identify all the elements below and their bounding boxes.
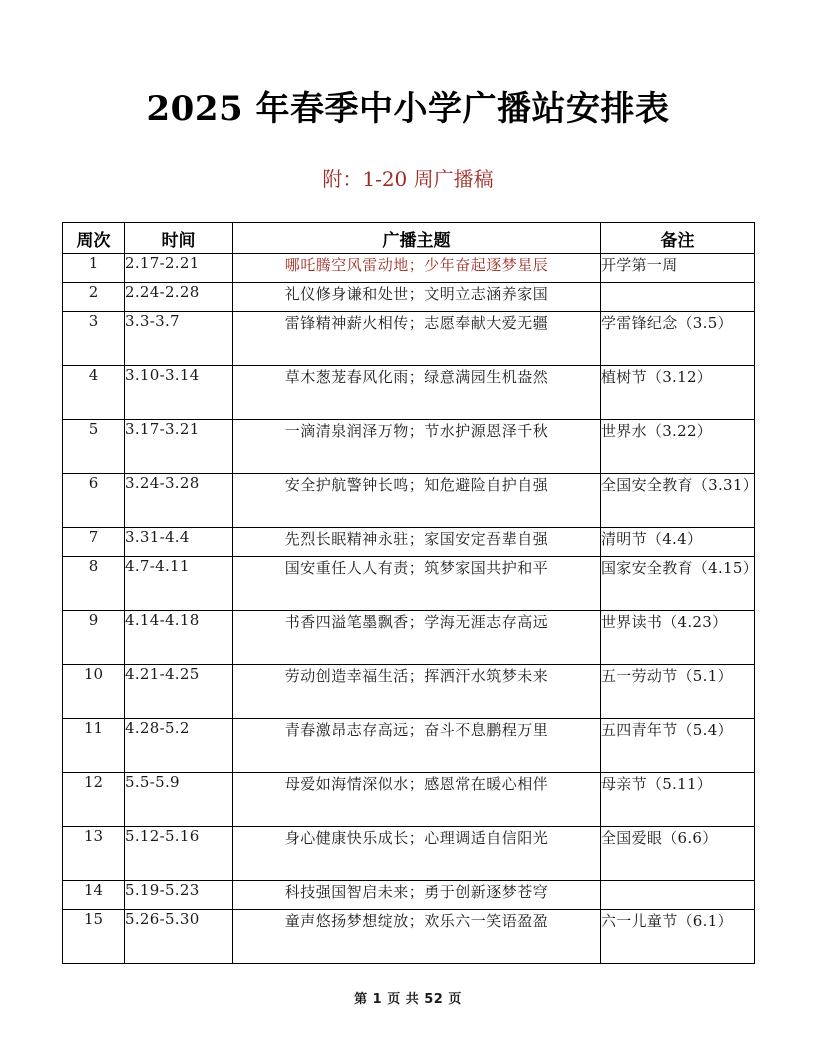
table-row xyxy=(63,474,755,528)
table-row xyxy=(63,528,755,557)
cell-time: 5.26-5.30 xyxy=(125,910,233,964)
cell-week: 10 xyxy=(63,665,125,719)
table-header xyxy=(63,223,755,254)
cell-week: 15 xyxy=(63,910,125,964)
cell-theme: 身心健康快乐成长；心理调适自信阳光 xyxy=(233,827,601,881)
table-row xyxy=(63,719,755,773)
table-row xyxy=(63,910,755,964)
cell-theme: 先烈长眠精神永驻；家国安定吾辈自强 xyxy=(233,528,601,557)
cell-remark xyxy=(601,283,755,312)
table-row xyxy=(63,611,755,665)
column-header-time: 时间 xyxy=(125,223,233,254)
table-row xyxy=(63,254,755,283)
page-subtitle: 附：1-20 周广播稿 xyxy=(322,167,494,191)
cell-theme: 科技强国智启未来；勇于创新逐梦苍穹 xyxy=(233,881,601,910)
cell-time: 2.17-2.21 xyxy=(125,254,233,283)
table-row xyxy=(63,312,755,366)
cell-time: 3.17-3.21 xyxy=(125,420,233,474)
cell-time: 4.7-4.11 xyxy=(125,557,233,611)
table-row xyxy=(63,827,755,881)
cell-time: 3.31-4.4 xyxy=(125,528,233,557)
cell-remark xyxy=(601,881,755,910)
cell-remark: 全国爱眼（6.6） xyxy=(601,827,755,881)
column-header-theme: 广播主题 xyxy=(233,223,601,254)
cell-time: 2.24-2.28 xyxy=(125,283,233,312)
cell-week: 5 xyxy=(63,420,125,474)
cell-remark: 六一儿童节（6.1） xyxy=(601,910,755,964)
cell-remark: 世界读书（4.23） xyxy=(601,611,755,665)
cell-week: 4 xyxy=(63,366,125,420)
table-row xyxy=(63,881,755,910)
cell-remark: 学雷锋纪念（3.5） xyxy=(601,312,755,366)
table-row xyxy=(63,773,755,827)
table-row xyxy=(63,665,755,719)
column-header-remark: 备注 xyxy=(601,223,755,254)
cell-theme: 童声悠扬梦想绽放；欢乐六一笑语盈盈 xyxy=(233,910,601,964)
cell-time: 5.12-5.16 xyxy=(125,827,233,881)
table-row xyxy=(63,557,755,611)
cell-theme: 安全护航警钟长鸣；知危避险自护自强 xyxy=(233,474,601,528)
page-title: 2025 年春季中小学广播站安排表 xyxy=(146,89,670,129)
cell-theme: 国安重任人人有责；筑梦家国共护和平 xyxy=(233,557,601,611)
cell-remark: 五四青年节（5.4） xyxy=(601,719,755,773)
cell-remark: 世界水（3.22） xyxy=(601,420,755,474)
cell-theme: 礼仪修身谦和处世；文明立志涵养家国 xyxy=(233,283,601,312)
column-header-week: 周次 xyxy=(63,223,125,254)
cell-time: 3.3-3.7 xyxy=(125,312,233,366)
cell-theme: 青春激昂志存高远；奋斗不息鹏程万里 xyxy=(233,719,601,773)
schedule-table xyxy=(62,222,758,964)
cell-week: 2 xyxy=(63,283,125,312)
cell-theme: 草木葱茏春风化雨；绿意满园生机盎然 xyxy=(233,366,601,420)
cell-theme: 书香四溢笔墨飘香；学海无涯志存高远 xyxy=(233,611,601,665)
table-header-row xyxy=(63,223,755,254)
cell-week: 9 xyxy=(63,611,125,665)
cell-time: 5.19-5.23 xyxy=(125,881,233,910)
cell-theme: 一滴清泉润泽万物；节水护源恩泽千秋 xyxy=(233,420,601,474)
cell-week: 6 xyxy=(63,474,125,528)
cell-week: 7 xyxy=(63,528,125,557)
cell-remark: 五一劳动节（5.1） xyxy=(601,665,755,719)
cell-time: 3.24-3.28 xyxy=(125,474,233,528)
cell-week: 3 xyxy=(63,312,125,366)
cell-remark: 国家安全教育（4.15） xyxy=(601,557,755,611)
table-row xyxy=(63,366,755,420)
cell-time: 4.14-4.18 xyxy=(125,611,233,665)
schedule-table-container xyxy=(62,222,758,964)
table-body xyxy=(63,254,758,964)
cell-theme: 劳动创造幸福生活；挥洒汗水筑梦未来 xyxy=(233,665,601,719)
cell-remark: 清明节（4.4） xyxy=(601,528,755,557)
cell-theme: 雷锋精神薪火相传；志愿奉献大爱无疆 xyxy=(233,312,601,366)
cell-time: 5.5-5.9 xyxy=(125,773,233,827)
table-row xyxy=(63,283,755,312)
cell-time: 4.28-5.2 xyxy=(125,719,233,773)
cell-week: 1 xyxy=(63,254,125,283)
cell-remark: 开学第一周 xyxy=(601,254,755,283)
cell-remark: 母亲节（5.11） xyxy=(601,773,755,827)
cell-time: 4.21-4.25 xyxy=(125,665,233,719)
cell-week: 13 xyxy=(63,827,125,881)
page-footer: 第 1 页 共 52 页 xyxy=(354,992,462,1007)
cell-week: 8 xyxy=(63,557,125,611)
cell-time: 3.10-3.14 xyxy=(125,366,233,420)
cell-theme: 哪吒腾空风雷动地；少年奋起逐梦星辰 xyxy=(233,254,601,283)
cell-week: 11 xyxy=(63,719,125,773)
cell-remark: 全国安全教育（3.31） xyxy=(601,474,755,528)
cell-remark: 植树节（3.12） xyxy=(601,366,755,420)
table-row xyxy=(63,420,755,474)
cell-week: 12 xyxy=(63,773,125,827)
cell-week: 14 xyxy=(63,881,125,910)
cell-theme: 母爱如海情深似水；感恩常在暖心相伴 xyxy=(233,773,601,827)
